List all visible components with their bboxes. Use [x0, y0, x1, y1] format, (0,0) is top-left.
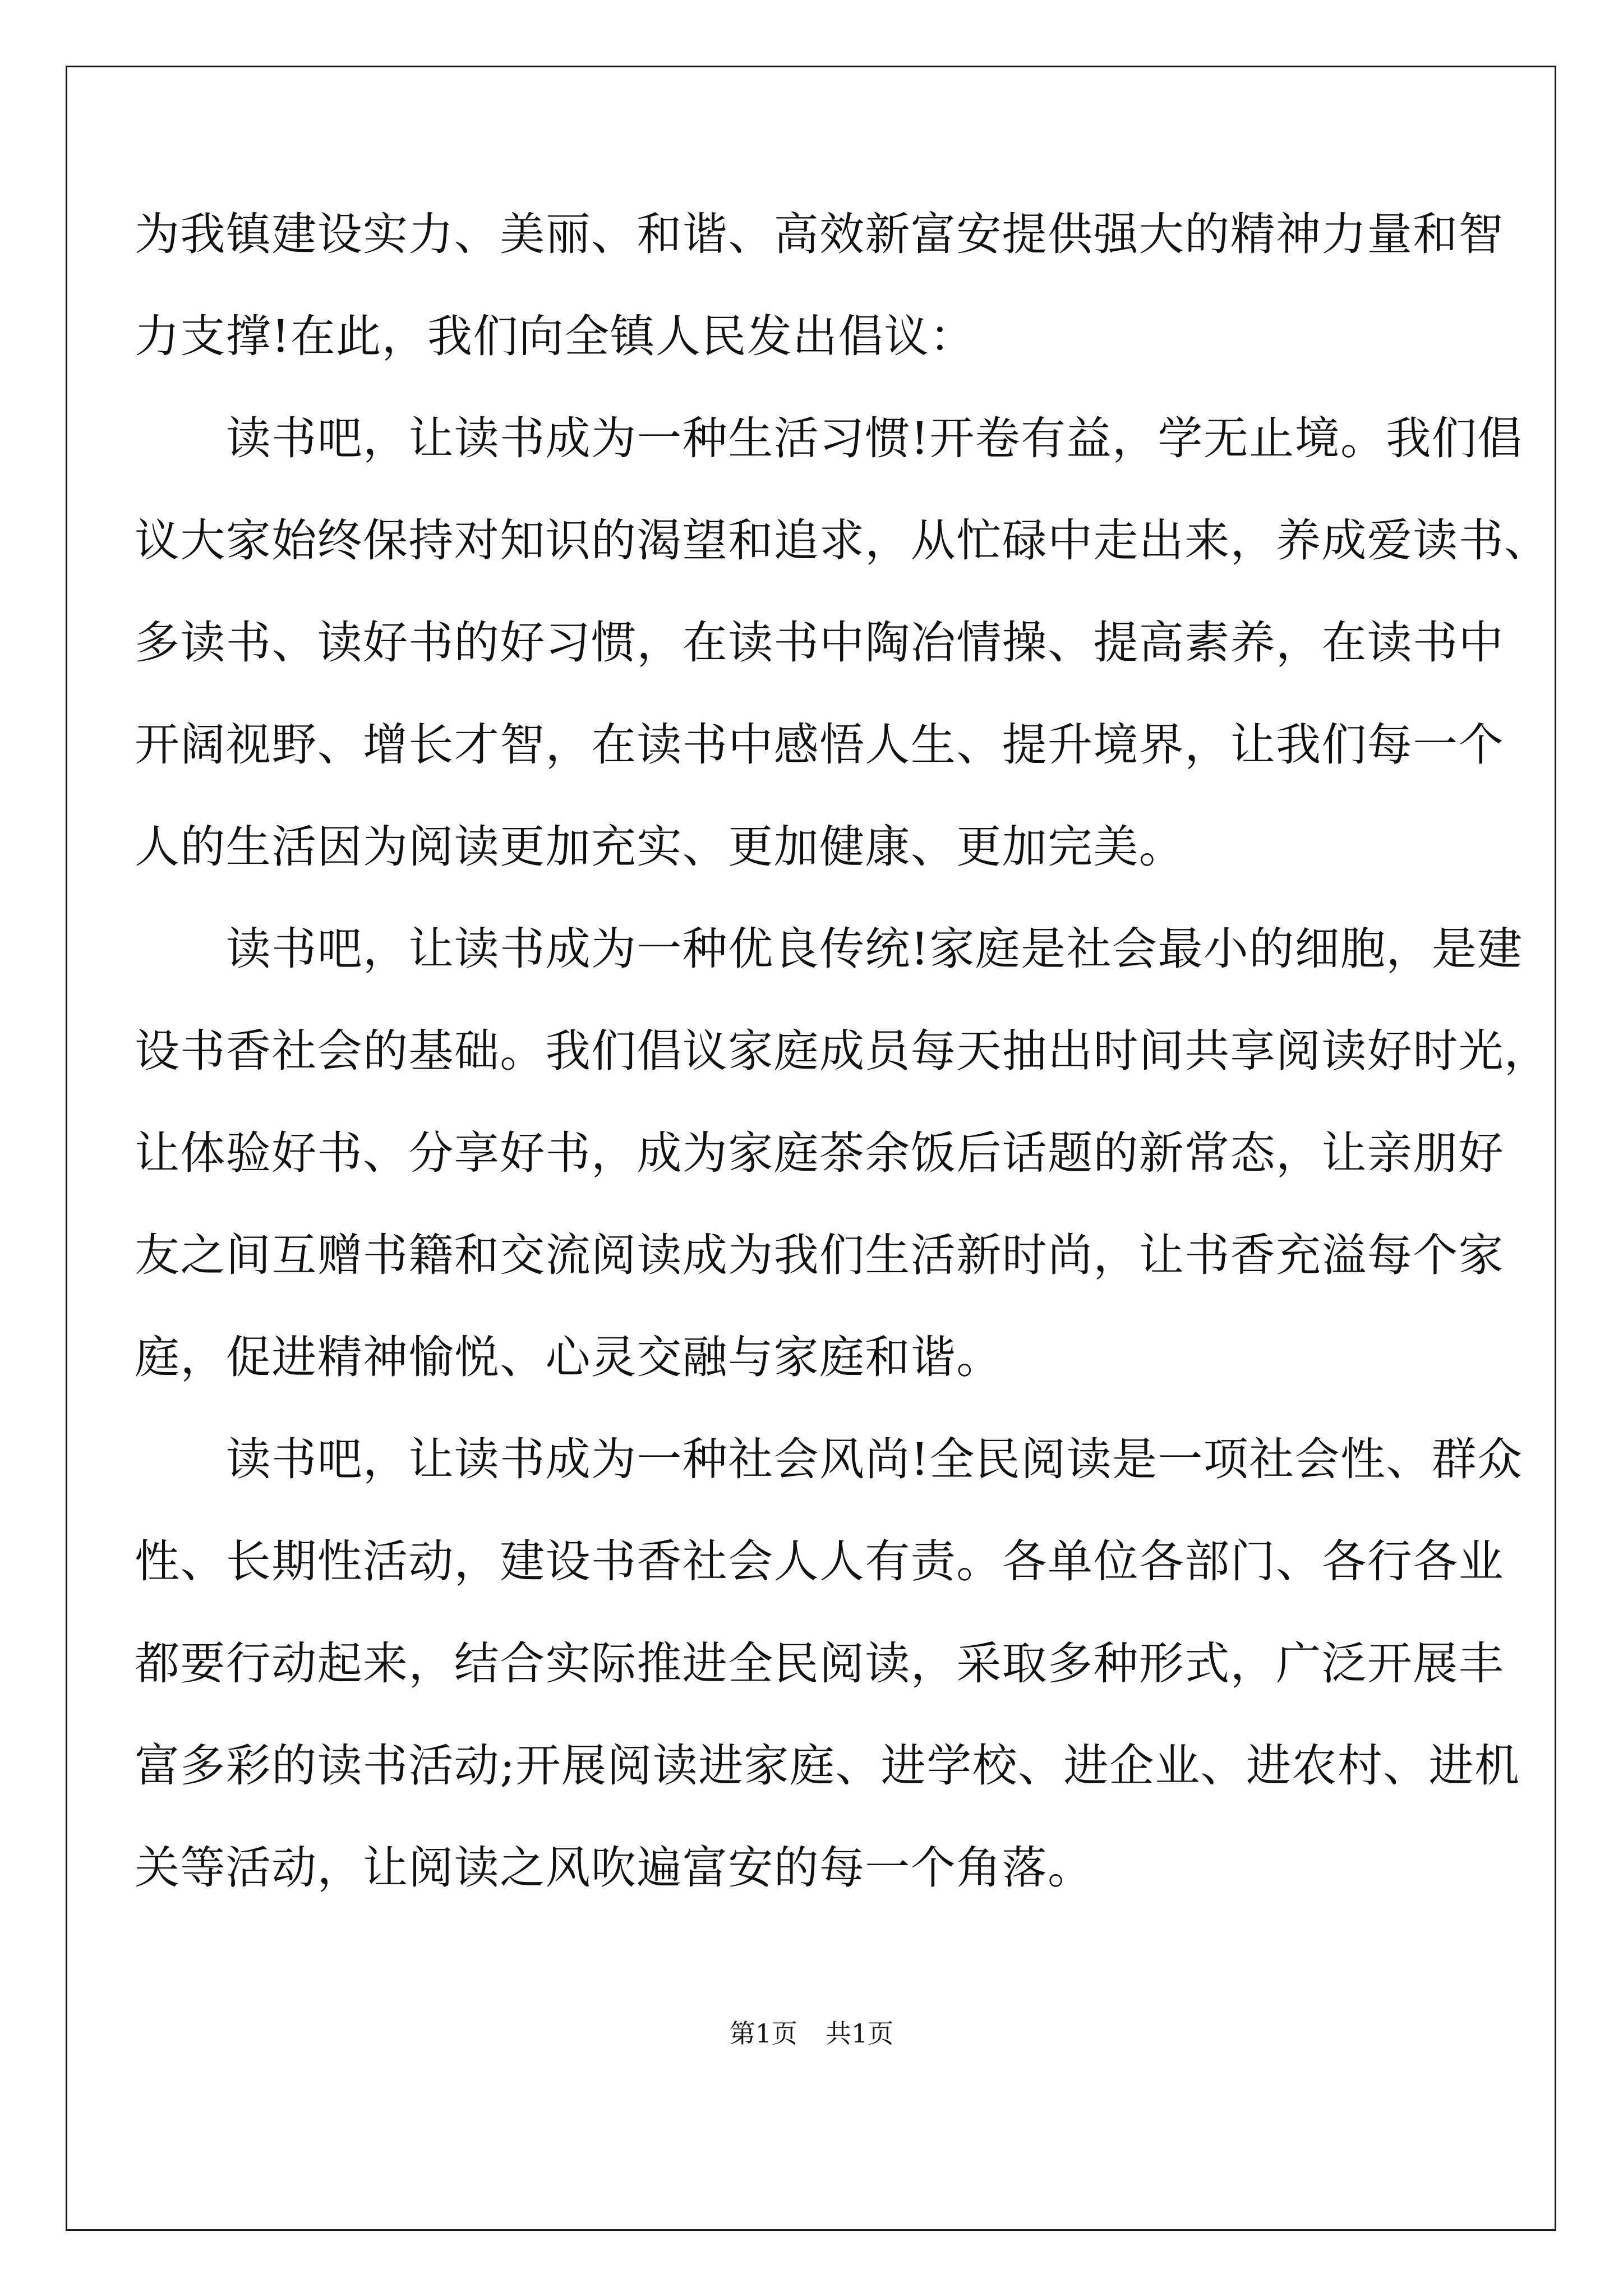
- text-line: 性、长期性活动，建设书香社会人人有责。各单位各部门、各行各业: [135, 1535, 1504, 1588]
- text-line: 力支撑!在此，我们向全镇人民发出倡议：: [135, 310, 975, 362]
- text-line: 人的生活因为阅读更加充实、更加健康、更加完美。: [135, 821, 1185, 873]
- text-line: 开阔视野、增长才智，在读书中感悟人生、提升境界，让我们每一个: [135, 719, 1504, 771]
- text-line: 庭，促进精神愉悦、心灵交融与家庭和谐。: [135, 1331, 1002, 1383]
- text-line: 设书香社会的基础。我们倡议家庭成员每天抽出时间共享阅读好时光，: [135, 1025, 1550, 1077]
- page-total: 共1页: [826, 2018, 894, 2049]
- text-line: 读书吧，让读书成为一种社会风尚!全民阅读是一项社会性、群众: [135, 1433, 1523, 1485]
- text-line: 都要行动起来，结合实际推进全民阅读，采取多种形式，广泛开展丰: [135, 1637, 1504, 1690]
- text-line: 读书吧，让读书成为一种生活习惯!开卷有益，学无止境。我们倡: [135, 412, 1523, 464]
- page-footer: [0, 2017, 1623, 2050]
- text-line: 友之间互赠书籍和交流阅读成为我们生活新时尚，让书香充溢每个家: [135, 1229, 1504, 1281]
- text-line: 让体验好书、分享好书，成为家庭茶余饭后话题的新常态，让亲朋好: [135, 1127, 1504, 1179]
- text-line: 议大家始终保持对知识的渴望和追求，从忙碌中走出来，养成爱读书、: [135, 514, 1550, 567]
- text-line: 读书吧，让读书成为一种优良传统!家庭是社会最小的细胞，是建: [135, 923, 1523, 975]
- text-line: 多读书、读好书的好习惯，在读书中陶冶情操、提高素养，在读书中: [135, 616, 1504, 669]
- text-line: 富多彩的读书活动;开展阅读进家庭、进学校、进企业、进农村、进机: [135, 1740, 1520, 1792]
- text-line: 为我镇建设实力、美丽、和谐、高效新富安提供强大的精神力量和智: [135, 208, 1504, 260]
- page-number: 第1页: [729, 2018, 797, 2049]
- text-line: 关等活动，让阅读之风吹遍富安的每一个角落。: [135, 1842, 1094, 1894]
